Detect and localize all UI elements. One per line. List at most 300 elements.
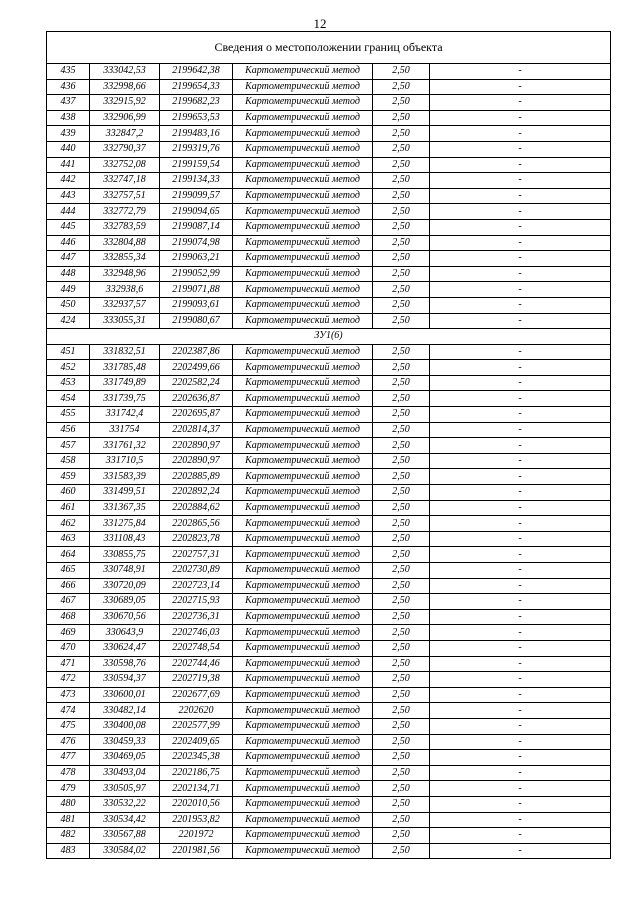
table-row (47, 407, 611, 423)
x-coordinate-cell: 330459,33 (90, 734, 160, 750)
description-cell: - (430, 360, 611, 376)
table-row (47, 173, 611, 189)
y-coordinate-cell: 2202884,62 (160, 500, 233, 516)
accuracy-cell: 2,50 (373, 251, 430, 267)
point-number-cell: 482 (47, 828, 90, 844)
method-cell: Картометрический метод (233, 750, 373, 766)
accuracy-cell: 2,50 (373, 469, 430, 485)
x-coordinate-cell: 330493,04 (90, 765, 160, 781)
table-row (47, 672, 611, 688)
method-cell: Картометрический метод (233, 563, 373, 579)
x-coordinate-cell: 331754 (90, 422, 160, 438)
point-number-cell: 475 (47, 718, 90, 734)
accuracy-cell: 2,50 (373, 157, 430, 173)
accuracy-cell: 2,50 (373, 64, 430, 80)
y-coordinate-cell: 2199483,16 (160, 126, 233, 142)
table-row (47, 157, 611, 173)
point-number-cell: 471 (47, 656, 90, 672)
description-cell: - (430, 141, 611, 157)
point-number-cell: 454 (47, 391, 90, 407)
y-coordinate-cell: 2202719,38 (160, 672, 233, 688)
description-cell: - (430, 157, 611, 173)
table-row (47, 828, 611, 844)
method-cell: Картометрический метод (233, 126, 373, 142)
description-cell: - (430, 563, 611, 579)
point-number-cell: 443 (47, 188, 90, 204)
method-cell: Картометрический метод (233, 64, 373, 80)
x-coordinate-cell: 330400,08 (90, 718, 160, 734)
page-number: 12 (313, 16, 327, 31)
accuracy-cell: 2,50 (373, 718, 430, 734)
point-number-cell: 439 (47, 126, 90, 142)
method-cell: Картометрический метод (233, 578, 373, 594)
x-coordinate-cell: 332948,96 (90, 266, 160, 282)
point-number-cell: 466 (47, 578, 90, 594)
method-cell: Картометрический метод (233, 796, 373, 812)
y-coordinate-cell: 2199642,38 (160, 64, 233, 80)
point-number-cell: 481 (47, 812, 90, 828)
description-cell: - (430, 578, 611, 594)
point-number-cell: 442 (47, 173, 90, 189)
table-row (47, 578, 611, 594)
accuracy-cell: 2,50 (373, 188, 430, 204)
point-number-cell: 452 (47, 360, 90, 376)
y-coordinate-cell: 2202865,56 (160, 516, 233, 532)
table-row (47, 95, 611, 111)
accuracy-cell: 2,50 (373, 531, 430, 547)
method-cell: Картометрический метод (233, 469, 373, 485)
x-coordinate-cell: 330748,91 (90, 563, 160, 579)
table-row (47, 531, 611, 547)
description-cell: - (430, 110, 611, 126)
x-coordinate-cell: 331749,89 (90, 375, 160, 391)
description-cell: - (430, 64, 611, 80)
x-coordinate-cell: 330643,9 (90, 625, 160, 641)
table-row (47, 703, 611, 719)
method-cell: Картометрический метод (233, 282, 373, 298)
y-coordinate-cell: 2202409,65 (160, 734, 233, 750)
method-cell: Картометрический метод (233, 344, 373, 360)
y-coordinate-cell: 2202186,75 (160, 765, 233, 781)
y-coordinate-cell: 2202499,66 (160, 360, 233, 376)
description-cell: - (430, 266, 611, 282)
table-row (47, 594, 611, 610)
point-number-cell: 444 (47, 204, 90, 220)
table-row (47, 734, 611, 750)
accuracy-cell: 2,50 (373, 173, 430, 189)
x-coordinate-cell: 332906,99 (90, 110, 160, 126)
point-number-cell: 460 (47, 485, 90, 501)
table-row (47, 141, 611, 157)
point-number-cell: 441 (47, 157, 90, 173)
method-cell: Картометрический метод (233, 500, 373, 516)
accuracy-cell: 2,50 (373, 750, 430, 766)
x-coordinate-cell: 330598,76 (90, 656, 160, 672)
table-row (47, 796, 611, 812)
method-cell: Картометрический метод (233, 360, 373, 376)
x-coordinate-cell: 332804,88 (90, 235, 160, 251)
description-cell: - (430, 812, 611, 828)
x-coordinate-cell: 331499,51 (90, 485, 160, 501)
description-cell: - (430, 438, 611, 454)
y-coordinate-cell: 2202814,37 (160, 422, 233, 438)
table-row (47, 313, 611, 329)
table-row (47, 297, 611, 313)
accuracy-cell: 2,50 (373, 547, 430, 563)
table-row (47, 812, 611, 828)
point-number-cell: 474 (47, 703, 90, 719)
x-coordinate-cell: 331583,39 (90, 469, 160, 485)
table-row (47, 188, 611, 204)
description-cell: - (430, 843, 611, 859)
method-cell: Картометрический метод (233, 765, 373, 781)
point-number-cell: 477 (47, 750, 90, 766)
point-number-cell: 462 (47, 516, 90, 532)
method-cell: Картометрический метод (233, 297, 373, 313)
accuracy-cell: 2,50 (373, 812, 430, 828)
y-coordinate-cell: 2199099,57 (160, 188, 233, 204)
y-coordinate-cell: 2202345,38 (160, 750, 233, 766)
table-row (47, 64, 611, 80)
x-coordinate-cell: 330534,42 (90, 812, 160, 828)
table-row (47, 266, 611, 282)
accuracy-cell: 2,50 (373, 781, 430, 797)
method-cell: Картометрический метод (233, 734, 373, 750)
point-number-cell: 458 (47, 453, 90, 469)
y-coordinate-cell: 2202885,89 (160, 469, 233, 485)
accuracy-cell: 2,50 (373, 95, 430, 111)
table-header-row (47, 32, 611, 64)
point-number-cell: 479 (47, 781, 90, 797)
method-cell: Картометрический метод (233, 656, 373, 672)
x-coordinate-cell: 330482,14 (90, 703, 160, 719)
description-cell: - (430, 391, 611, 407)
accuracy-cell: 2,50 (373, 453, 430, 469)
y-coordinate-cell: 2199052,99 (160, 266, 233, 282)
description-cell: - (430, 718, 611, 734)
table-title: Сведения о местоположении границ объекта (47, 32, 611, 64)
x-coordinate-cell: 331761,32 (90, 438, 160, 454)
description-cell: - (430, 173, 611, 189)
x-coordinate-cell: 330670,56 (90, 609, 160, 625)
description-cell: - (430, 79, 611, 95)
table-row (47, 391, 611, 407)
y-coordinate-cell: 2202892,24 (160, 485, 233, 501)
point-number-cell: 464 (47, 547, 90, 563)
point-number-cell: 459 (47, 469, 90, 485)
point-number-cell: 472 (47, 672, 90, 688)
x-coordinate-cell: 331108,43 (90, 531, 160, 547)
y-coordinate-cell: 2202723,14 (160, 578, 233, 594)
x-coordinate-cell: 332855,34 (90, 251, 160, 267)
x-coordinate-cell: 330469,05 (90, 750, 160, 766)
table-row (47, 500, 611, 516)
y-coordinate-cell: 2202695,87 (160, 407, 233, 423)
accuracy-cell: 2,50 (373, 656, 430, 672)
method-cell: Картометрический метод (233, 110, 373, 126)
x-coordinate-cell: 332938,6 (90, 282, 160, 298)
y-coordinate-cell: 2202582,24 (160, 375, 233, 391)
section-row (47, 329, 611, 345)
method-cell: Картометрический метод (233, 141, 373, 157)
x-coordinate-cell: 332783,59 (90, 219, 160, 235)
y-coordinate-cell: 2202736,31 (160, 609, 233, 625)
y-coordinate-cell: 2199159,54 (160, 157, 233, 173)
accuracy-cell: 2,50 (373, 141, 430, 157)
accuracy-cell: 2,50 (373, 563, 430, 579)
method-cell: Картометрический метод (233, 703, 373, 719)
y-coordinate-cell: 2202677,69 (160, 687, 233, 703)
description-cell: - (430, 344, 611, 360)
point-number-cell: 424 (47, 313, 90, 329)
x-coordinate-cell: 330624,47 (90, 640, 160, 656)
method-cell: Картометрический метод (233, 375, 373, 391)
y-coordinate-cell: 2202890,97 (160, 453, 233, 469)
description-cell: - (430, 235, 611, 251)
description-cell: - (430, 609, 611, 625)
method-cell: Картометрический метод (233, 173, 373, 189)
accuracy-cell: 2,50 (373, 297, 430, 313)
y-coordinate-cell: 2199080,67 (160, 313, 233, 329)
method-cell: Картометрический метод (233, 812, 373, 828)
y-coordinate-cell: 2199682,23 (160, 95, 233, 111)
method-cell: Картометрический метод (233, 485, 373, 501)
accuracy-cell: 2,50 (373, 422, 430, 438)
description-cell: - (430, 594, 611, 610)
y-coordinate-cell: 2202730,89 (160, 563, 233, 579)
method-cell: Картометрический метод (233, 95, 373, 111)
table-row (47, 79, 611, 95)
point-number-cell: 463 (47, 531, 90, 547)
x-coordinate-cell: 332757,51 (90, 188, 160, 204)
method-cell: Картометрический метод (233, 453, 373, 469)
table-row (47, 469, 611, 485)
table-row (47, 750, 611, 766)
x-coordinate-cell: 331785,48 (90, 360, 160, 376)
section-label: ЗУ1(6) (47, 329, 611, 345)
accuracy-cell: 2,50 (373, 594, 430, 610)
x-coordinate-cell: 331832,51 (90, 344, 160, 360)
table-row (47, 438, 611, 454)
method-cell: Картометрический метод (233, 235, 373, 251)
point-number-cell: 446 (47, 235, 90, 251)
point-number-cell: 455 (47, 407, 90, 423)
y-coordinate-cell: 2202010,56 (160, 796, 233, 812)
y-coordinate-cell: 2202823,78 (160, 531, 233, 547)
method-cell: Картометрический метод (233, 672, 373, 688)
y-coordinate-cell: 2199654,33 (160, 79, 233, 95)
description-cell: - (430, 734, 611, 750)
point-number-cell: 440 (47, 141, 90, 157)
x-coordinate-cell: 330567,88 (90, 828, 160, 844)
y-coordinate-cell: 2199087,14 (160, 219, 233, 235)
description-cell: - (430, 672, 611, 688)
table-row (47, 516, 611, 532)
x-coordinate-cell: 330600,01 (90, 687, 160, 703)
method-cell: Картометрический метод (233, 422, 373, 438)
point-number-cell: 470 (47, 640, 90, 656)
x-coordinate-cell: 331710,5 (90, 453, 160, 469)
accuracy-cell: 2,50 (373, 235, 430, 251)
x-coordinate-cell: 332847,2 (90, 126, 160, 142)
y-coordinate-cell: 2199094,65 (160, 204, 233, 220)
table-row (47, 204, 611, 220)
table-row (47, 485, 611, 501)
description-cell: - (430, 781, 611, 797)
x-coordinate-cell: 331742,4 (90, 407, 160, 423)
point-number-cell: 483 (47, 843, 90, 859)
accuracy-cell: 2,50 (373, 282, 430, 298)
method-cell: Картометрический метод (233, 718, 373, 734)
accuracy-cell: 2,50 (373, 391, 430, 407)
point-number-cell: 456 (47, 422, 90, 438)
x-coordinate-cell: 330594,37 (90, 672, 160, 688)
method-cell: Картометрический метод (233, 625, 373, 641)
x-coordinate-cell: 330505,97 (90, 781, 160, 797)
y-coordinate-cell: 2201981,56 (160, 843, 233, 859)
y-coordinate-cell: 2199074,98 (160, 235, 233, 251)
y-coordinate-cell: 2202746,03 (160, 625, 233, 641)
y-coordinate-cell: 2202387,86 (160, 344, 233, 360)
accuracy-cell: 2,50 (373, 266, 430, 282)
description-cell: - (430, 188, 611, 204)
method-cell: Картометрический метод (233, 594, 373, 610)
x-coordinate-cell: 333055,31 (90, 313, 160, 329)
accuracy-cell: 2,50 (373, 828, 430, 844)
table-row (47, 718, 611, 734)
y-coordinate-cell: 2202577,99 (160, 718, 233, 734)
accuracy-cell: 2,50 (373, 485, 430, 501)
x-coordinate-cell: 330532,22 (90, 796, 160, 812)
description-cell: - (430, 251, 611, 267)
x-coordinate-cell: 330689,05 (90, 594, 160, 610)
x-coordinate-cell: 332752,08 (90, 157, 160, 173)
accuracy-cell: 2,50 (373, 734, 430, 750)
method-cell: Картометрический метод (233, 79, 373, 95)
description-cell: - (430, 485, 611, 501)
point-number-cell: 445 (47, 219, 90, 235)
table-row (47, 547, 611, 563)
description-cell: - (430, 453, 611, 469)
point-number-cell: 480 (47, 796, 90, 812)
y-coordinate-cell: 2199319,76 (160, 141, 233, 157)
description-cell: - (430, 625, 611, 641)
y-coordinate-cell: 2202134,71 (160, 781, 233, 797)
description-cell: - (430, 703, 611, 719)
point-number-cell: 461 (47, 500, 90, 516)
method-cell: Картометрический метод (233, 609, 373, 625)
table-row (47, 625, 611, 641)
point-number-cell: 437 (47, 95, 90, 111)
method-cell: Картометрический метод (233, 531, 373, 547)
table-row (47, 687, 611, 703)
accuracy-cell: 2,50 (373, 703, 430, 719)
x-coordinate-cell: 331367,35 (90, 500, 160, 516)
table-row (47, 251, 611, 267)
method-cell: Картометрический метод (233, 219, 373, 235)
method-cell: Картометрический метод (233, 781, 373, 797)
point-number-cell: 453 (47, 375, 90, 391)
accuracy-cell: 2,50 (373, 204, 430, 220)
description-cell: - (430, 687, 611, 703)
table-row (47, 640, 611, 656)
accuracy-cell: 2,50 (373, 796, 430, 812)
table-row (47, 843, 611, 859)
method-cell: Картометрический метод (233, 188, 373, 204)
point-number-cell: 478 (47, 765, 90, 781)
method-cell: Картометрический метод (233, 251, 373, 267)
x-coordinate-cell: 333042,53 (90, 64, 160, 80)
point-number-cell: 473 (47, 687, 90, 703)
table-row (47, 110, 611, 126)
description-cell: - (430, 219, 611, 235)
description-cell: - (430, 765, 611, 781)
accuracy-cell: 2,50 (373, 625, 430, 641)
x-coordinate-cell: 332747,18 (90, 173, 160, 189)
accuracy-cell: 2,50 (373, 516, 430, 532)
boundary-coordinates-table (46, 31, 611, 859)
method-cell: Картометрический метод (233, 438, 373, 454)
accuracy-cell: 2,50 (373, 609, 430, 625)
method-cell: Картометрический метод (233, 640, 373, 656)
y-coordinate-cell: 2199134,33 (160, 173, 233, 189)
point-number-cell: 451 (47, 344, 90, 360)
x-coordinate-cell: 330720,09 (90, 578, 160, 594)
accuracy-cell: 2,50 (373, 79, 430, 95)
method-cell: Картометрический метод (233, 547, 373, 563)
method-cell: Картометрический метод (233, 266, 373, 282)
x-coordinate-cell: 332790,37 (90, 141, 160, 157)
y-coordinate-cell: 2201953,82 (160, 812, 233, 828)
accuracy-cell: 2,50 (373, 407, 430, 423)
x-coordinate-cell: 331275,84 (90, 516, 160, 532)
accuracy-cell: 2,50 (373, 500, 430, 516)
description-cell: - (430, 375, 611, 391)
description-cell: - (430, 282, 611, 298)
description-cell: - (430, 422, 611, 438)
boundary-table-container (46, 31, 610, 859)
y-coordinate-cell: 2201972 (160, 828, 233, 844)
description-cell: - (430, 796, 611, 812)
method-cell: Картометрический метод (233, 391, 373, 407)
table-row (47, 563, 611, 579)
description-cell: - (430, 656, 611, 672)
table-row (47, 656, 611, 672)
description-cell: - (430, 126, 611, 142)
table-row (47, 360, 611, 376)
accuracy-cell: 2,50 (373, 344, 430, 360)
description-cell: - (430, 828, 611, 844)
method-cell: Картометрический метод (233, 204, 373, 220)
x-coordinate-cell: 330855,75 (90, 547, 160, 563)
description-cell: - (430, 407, 611, 423)
x-coordinate-cell: 331739,75 (90, 391, 160, 407)
accuracy-cell: 2,50 (373, 126, 430, 142)
accuracy-cell: 2,50 (373, 313, 430, 329)
table-row (47, 126, 611, 142)
point-number-cell: 438 (47, 110, 90, 126)
method-cell: Картометрический метод (233, 828, 373, 844)
table-row (47, 344, 611, 360)
accuracy-cell: 2,50 (373, 219, 430, 235)
method-cell: Картометрический метод (233, 843, 373, 859)
y-coordinate-cell: 2202715,93 (160, 594, 233, 610)
point-number-cell: 435 (47, 64, 90, 80)
accuracy-cell: 2,50 (373, 640, 430, 656)
accuracy-cell: 2,50 (373, 578, 430, 594)
table-row (47, 219, 611, 235)
x-coordinate-cell: 332937,57 (90, 297, 160, 313)
